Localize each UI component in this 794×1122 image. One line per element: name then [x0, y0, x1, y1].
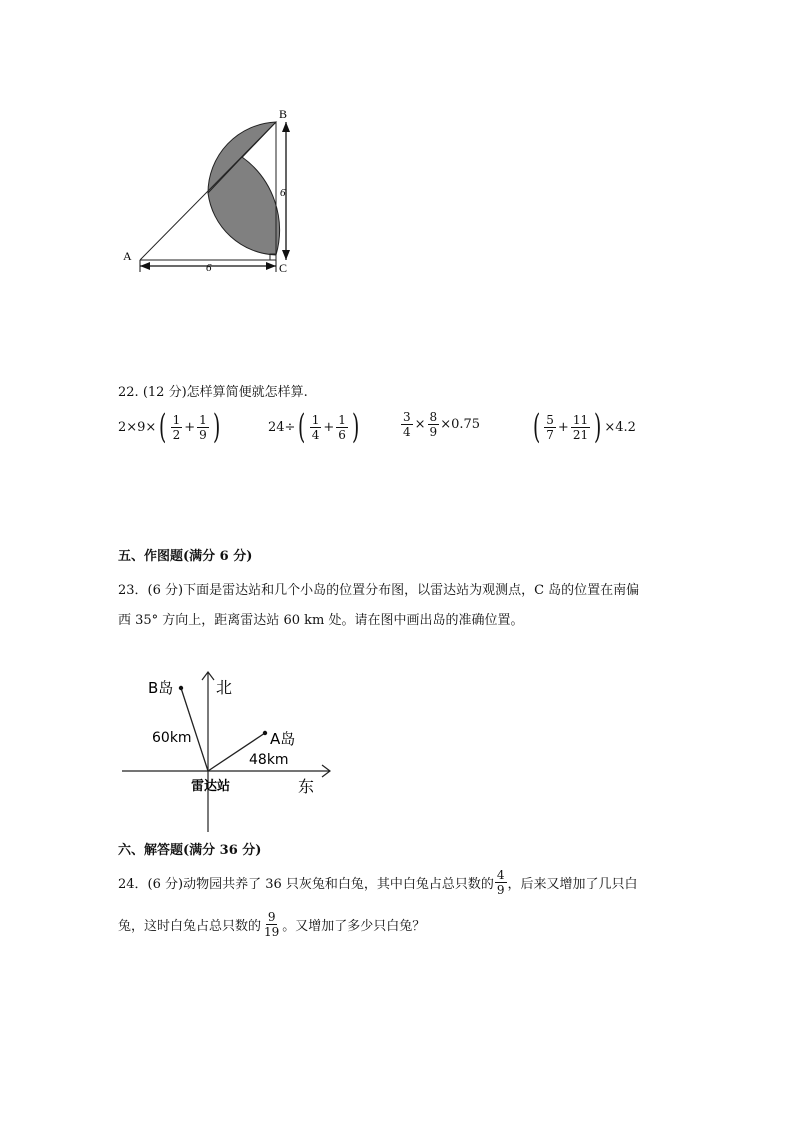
fraction: $\frac{11}{21}$	[572, 412, 589, 442]
question-24-line-1	[118, 868, 638, 897]
fraction: $\frac{4}{9}$	[496, 868, 505, 897]
arrow-right-icon	[266, 262, 276, 270]
fraction: $\frac{1}{4}$	[311, 412, 320, 442]
arrow-up-icon	[282, 122, 290, 132]
expr-tail: ×0.75	[440, 417, 481, 432]
expression-2	[268, 407, 362, 447]
question-23-line-1: 23．(6 分)下面是雷达站和几个小岛的位置分布图，以雷达站为观测点，C 岛的位置在南偏	[118, 583, 640, 598]
arrow-down-icon	[282, 250, 290, 260]
left-paren: (	[532, 407, 541, 447]
island-b-label: B岛	[148, 679, 174, 697]
a-island-point	[263, 731, 267, 735]
question-22-header	[118, 384, 308, 402]
expression-3	[400, 410, 480, 439]
island-a-label: A岛	[270, 730, 296, 748]
label-side-vertical: 6	[280, 187, 286, 199]
distance-b-label: 60km	[152, 730, 192, 746]
fraction: $\frac{3}{4}$	[403, 410, 411, 439]
fraction: $\frac{5}{7}$	[546, 412, 554, 442]
b-island-point	[179, 686, 183, 690]
radar-station-label: 雷达站	[191, 779, 231, 794]
geometry-figure	[110, 100, 310, 285]
question-23-line-2: 西 35° 方向上，距离雷达站 60 km 处。请在图中画出岛的准确位置。	[118, 613, 524, 628]
label-side-horizontal: 6	[206, 262, 212, 274]
question-24-text-d: 。又增加了多少只白兔？	[282, 919, 426, 934]
operator: +	[557, 419, 569, 435]
arrow-left-icon	[140, 262, 150, 270]
radar-map	[118, 668, 348, 836]
expr-lead: 24÷	[268, 419, 296, 435]
right-paren: )	[351, 407, 360, 447]
operator: ×	[414, 417, 426, 432]
fraction: $\frac{1}{6}$	[338, 412, 346, 442]
question-number: 22.	[118, 385, 139, 400]
fraction: $\frac{1}{9}$	[199, 412, 207, 442]
distance-a-label: 48km	[249, 752, 289, 768]
expr-lead: 2×9×	[118, 419, 157, 435]
question-prompt: 怎样算简便就怎样算.	[186, 385, 308, 400]
fraction: $\frac{8}{9}$	[429, 410, 438, 439]
right-paren: )	[594, 407, 602, 447]
east-label: 东	[298, 777, 315, 796]
question-24-text-a: 24．(6 分)动物园共养了 36 只灰兔和白兔，其中白兔占总只数的	[118, 877, 494, 892]
label-B: B	[279, 107, 288, 121]
label-A: A	[123, 249, 132, 263]
operator: +	[323, 419, 335, 435]
question-24-text-c: 兔，这时白兔占总只数的	[118, 919, 262, 934]
north-label: 北	[216, 678, 233, 697]
fraction: $\frac{9}{19}$	[264, 910, 280, 939]
label-C: C	[279, 261, 288, 275]
expression-1	[118, 407, 223, 447]
right-paren: )	[212, 407, 221, 447]
expr-tail: ×4.2	[604, 419, 636, 435]
section-6-title: 六、解答题(满分 36 分)	[118, 843, 262, 858]
expression-4	[530, 407, 636, 447]
left-paren: (	[159, 407, 167, 447]
operator: +	[184, 419, 196, 435]
question-24-line-2	[118, 910, 425, 939]
question-24-text-b: ，后来又增加了几只白	[507, 877, 638, 892]
question-score: (12 分)	[142, 385, 187, 400]
section-5-title: 五、作图题(满分 6 分)	[118, 549, 253, 564]
left-paren: (	[298, 407, 306, 447]
fraction: $\frac{1}{2}$	[172, 412, 181, 442]
